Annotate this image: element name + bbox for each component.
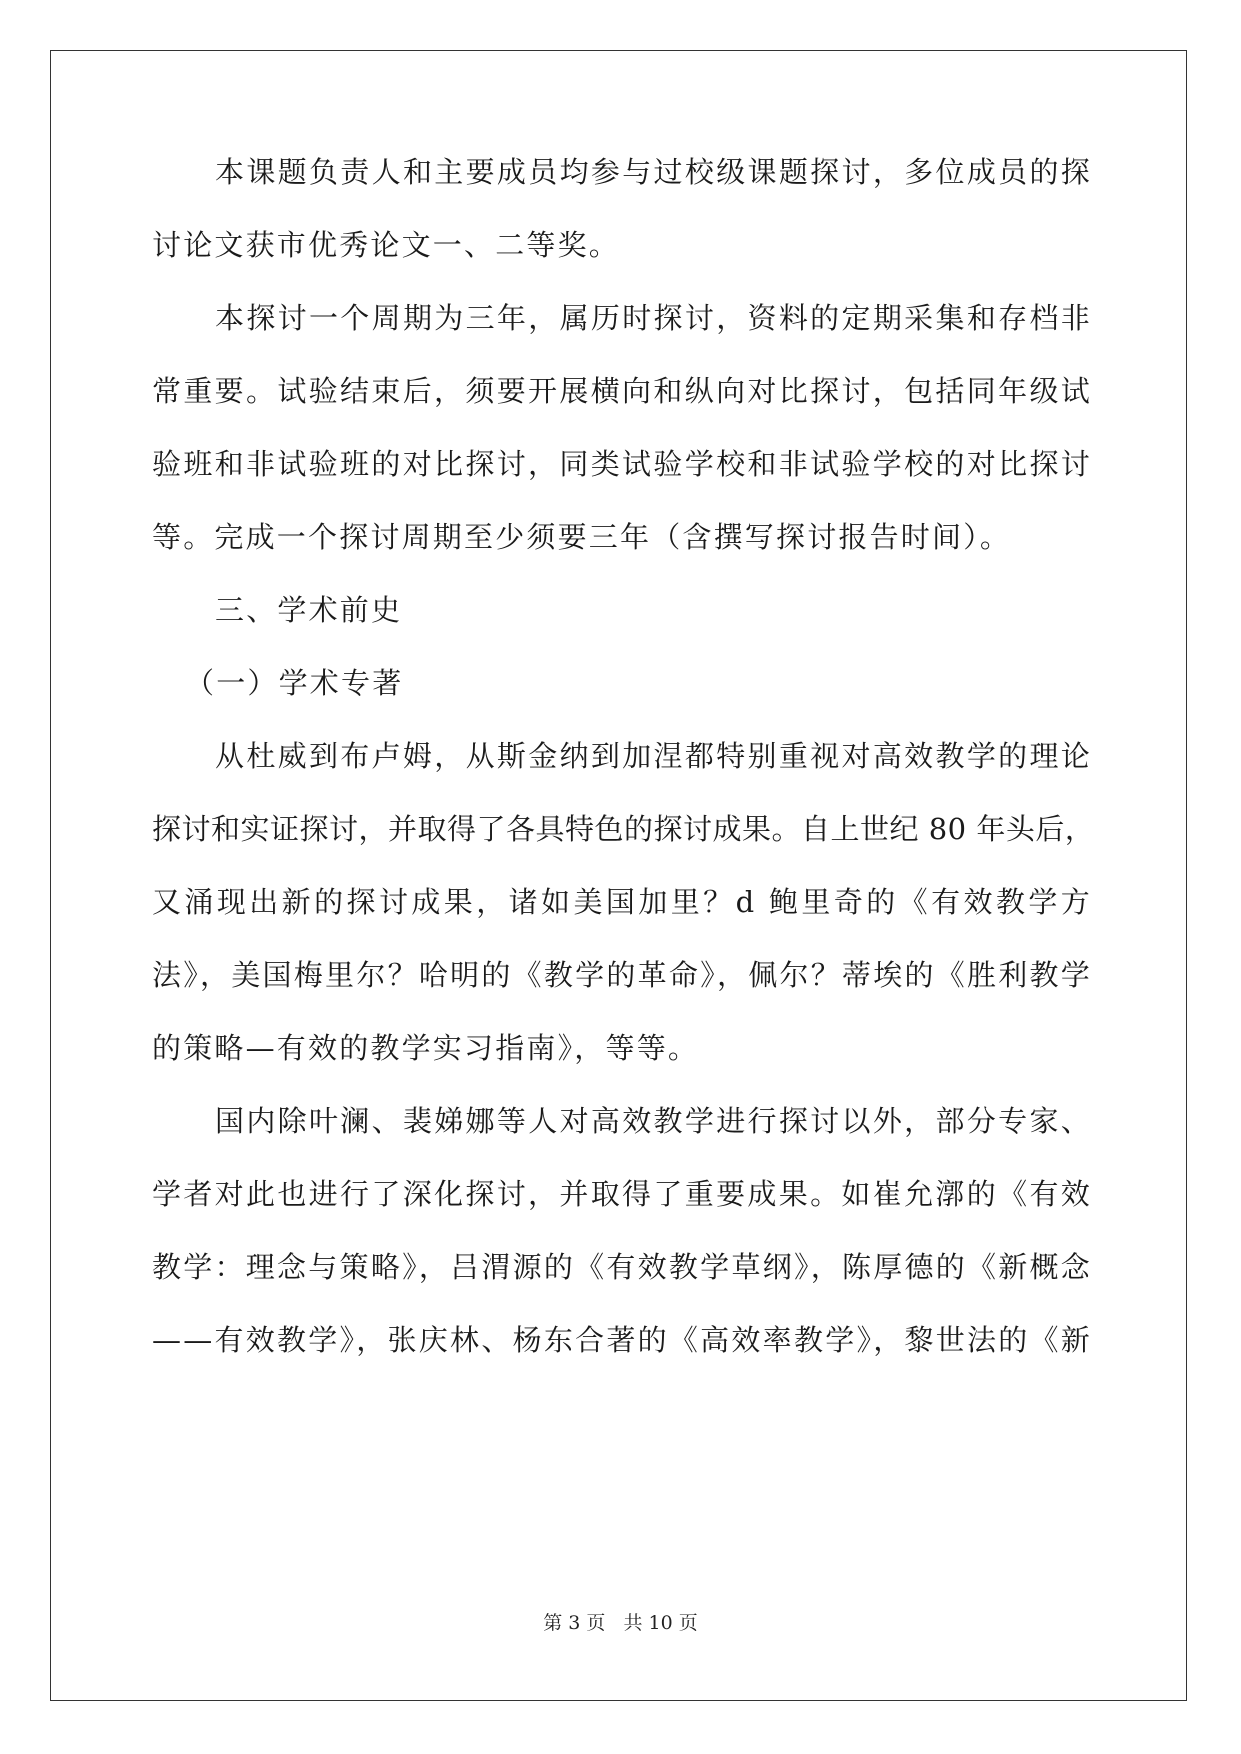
paragraph-line: 本探讨一个周期为三年，属历时探讨，资料的定期采集和存档非 <box>215 301 1092 335</box>
paragraph-line: 验班和非试验班的对比探讨，同类试验学校和非试验学校的对比探讨 <box>152 447 1092 481</box>
paragraph-line: 探讨和实证探讨，并取得了各具特色的探讨成果。自上世纪 80 年头后， <box>152 812 1095 846</box>
section-heading: 三、学术前史 <box>215 593 403 627</box>
page-number: 第 3 页 <box>543 1612 606 1634</box>
page-total: 共 10 页 <box>623 1612 698 1634</box>
paragraph-line: 教学：理念与策略》，吕渭源的《有效教学草纲》，陈厚德的《新概念 <box>152 1250 1092 1284</box>
paragraph-line: 常重要。试验结束后，须要开展横向和纵向对比探讨，包括同年级试 <box>152 374 1092 408</box>
paragraph-line: 本课题负责人和主要成员均参与过校级课题探讨，多位成员的探 <box>215 155 1092 189</box>
paragraph-line: 讨论文获市优秀论文一、二等奖。 <box>152 228 621 262</box>
paragraph-line: 等。完成一个探讨周期至少须要三年（含撰写探讨报告时间）。 <box>152 520 1012 554</box>
paragraph-line: 从杜威到布卢姆，从斯金纳到加涅都特别重视对高效教学的理论 <box>215 739 1092 773</box>
paragraph-line: 国内除叶澜、裴娣娜等人对高效教学进行探讨以外，部分专家、 <box>215 1104 1092 1138</box>
paragraph-line: 法》，美国梅里尔？哈明的《教学的革命》，佩尔？蒂埃的《胜利教学 <box>152 958 1092 992</box>
paragraph-line: 的策略—有效的教学实习指南》，等等。 <box>152 1031 700 1065</box>
page-footer <box>0 1608 1241 1635</box>
subsection-heading: （一）学术专著 <box>185 666 404 700</box>
paragraph-line: 又涌现出新的探讨成果，诸如美国加里？d 鲍里奇的《有效教学方 <box>152 885 1092 919</box>
paragraph-line: 学者对此也进行了深化探讨，并取得了重要成果。如崔允漷的《有效 <box>152 1177 1092 1211</box>
paragraph-line: ——有效教学》，张庆林、杨东合著的《高效率教学》，黎世法的《新 <box>152 1323 1092 1357</box>
